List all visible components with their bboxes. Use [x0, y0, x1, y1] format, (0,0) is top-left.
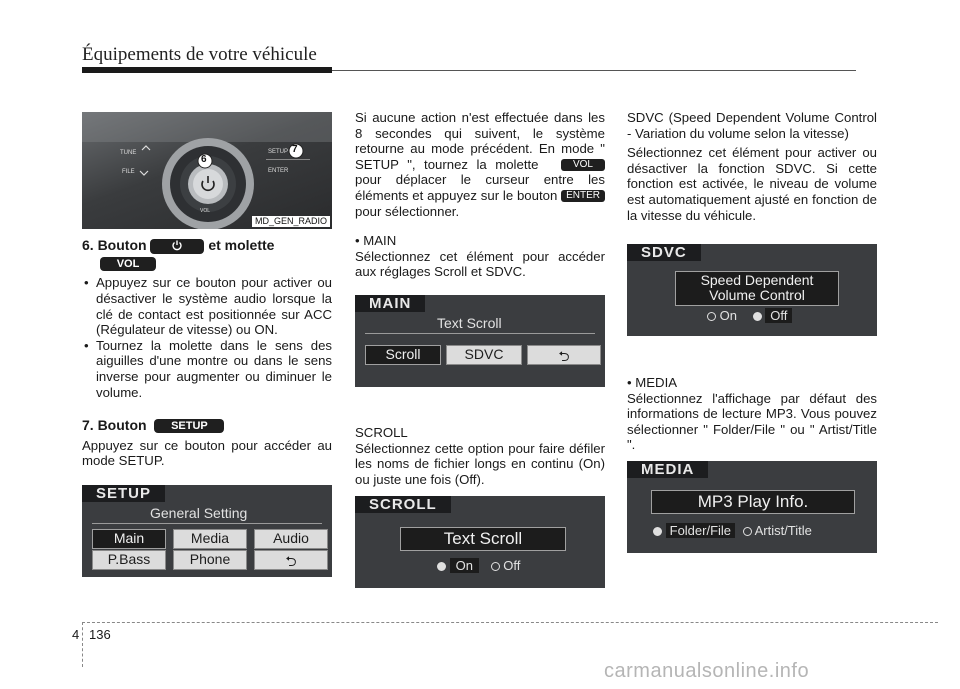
sdvc-screen-title: SDVC: [627, 244, 701, 261]
setup-btn-media: Media: [173, 529, 247, 549]
scroll-screen-title: SCROLL: [355, 496, 451, 513]
media-screen-title: MEDIA: [627, 461, 708, 478]
scroll-options: On Off: [437, 558, 520, 573]
sdvc-text: Sélectionnez cet élément pour activer ou désactiver la fonction SDVC. Si cette fonction est activée, le niveau de volume est automatiquement ajusté en fonction de la vitesse du véhicule.: [627, 145, 877, 223]
column-2: [355, 110, 605, 280]
column-3: [627, 110, 877, 223]
header-rule: [332, 70, 856, 71]
footer-rule: [82, 622, 938, 623]
media-section: [627, 375, 877, 453]
enter-badge-inline: ENTER: [561, 190, 605, 202]
radio-off-icon: [753, 312, 762, 321]
main-btn-sdvc: SDVC: [446, 345, 522, 365]
main-screen: [355, 295, 605, 387]
sdvc-options: On Off: [707, 308, 792, 323]
watermark: carmanualsonline.info: [604, 660, 810, 682]
setup-btn-phone: Phone: [173, 550, 247, 570]
scroll-text: Sélectionnez cette option pour faire défiler les noms de fichier longs en continu (On) ou juste une fois (Off).: [355, 440, 605, 487]
radio-photo: [82, 112, 332, 229]
vol-badge-inline: VOL: [561, 159, 605, 171]
main-btn-back: ⮌: [527, 345, 601, 365]
column-1: [82, 238, 332, 469]
radio-off-icon: [491, 562, 500, 571]
main-text: Sélectionnez cet élément pour accéder aux réglages Scroll et SDVC.: [355, 248, 605, 280]
list-item: • Tournez la molette dans le sens des aiguilles d'une montre ou dans le sens inverse pour augmenter ou diminuer le volume.: [82, 338, 332, 400]
setup-screen-subtitle: General Setting: [150, 505, 248, 521]
section-7-text: Appuyez sur ce bouton pour accéder au mode SETUP.: [82, 437, 332, 469]
scroll-screen-box: Text Scroll: [400, 527, 566, 551]
sdvc-screen-box: Speed Dependent Volume Control: [675, 271, 839, 306]
media-screen-box: MP3 Play Info.: [651, 490, 855, 514]
sdvc-heading: SDVC (Speed Dependent Volume Control - Variation du volume selon la vitesse): [627, 110, 877, 141]
label-file: FILE: [122, 169, 135, 175]
setup-btn-back: ⮌: [254, 550, 328, 570]
media-options: Folder/File Artist/Title: [653, 523, 812, 538]
setup-screen-title: SETUP: [82, 485, 165, 502]
main-heading: • MAIN: [355, 233, 397, 249]
intro-paragraph: Si aucune action n'est effectuée dans les 8 secondes qui suivent, le système retourne au mode précédent. En mode " SETUP ", tournez la molette VOL pour déplacer le curseur entre les éléments et appuyez sur le bouton ENTER pour sélectionner.: [355, 110, 605, 219]
main-screen-subtitle: Text Scroll: [437, 315, 502, 331]
callout-7: 7: [292, 144, 298, 155]
chapter-number: 4: [72, 627, 80, 642]
media-heading: • MEDIA: [627, 375, 678, 390]
setup-btn-pbass: P.Bass: [92, 550, 166, 570]
setup-btn-audio: Audio: [254, 529, 328, 549]
setup-badge: SETUP: [154, 419, 224, 433]
radio-on-icon: [437, 562, 446, 571]
radio-folder-icon: [653, 527, 662, 536]
sdvc-screen: [627, 244, 877, 336]
main-screen-title: MAIN: [355, 295, 425, 312]
label-vol: VOL: [200, 208, 211, 214]
header-bar: [82, 67, 332, 73]
footer-divider: [82, 622, 83, 667]
vol-badge: VOL: [100, 257, 156, 271]
section-7-heading: 7. Bouton SETUP: [82, 418, 332, 434]
page-header-title: Équipements de votre véhicule: [82, 44, 317, 65]
scroll-heading: SCROLL: [355, 425, 408, 440]
section-6-heading: 6. Bouton et molette: [82, 237, 275, 253]
photo-caption: MD_GEN_RADIO: [252, 216, 330, 227]
media-screen: [627, 461, 877, 553]
callout-6: 6: [201, 154, 207, 165]
main-btn-scroll: Scroll: [365, 345, 441, 365]
setup-btn-main: Main: [92, 529, 166, 549]
radio-on-icon: [707, 312, 716, 321]
list-item: • Appuyez sur ce bouton pour activer ou désactiver le système audio lorsque la clé de contact est positionnée sur ACC (Régulateur de vitesse) ou ON.: [82, 275, 332, 337]
power-icon: [150, 239, 204, 254]
radio-artist-icon: [743, 527, 752, 536]
label-setup: SETUP: [268, 149, 289, 155]
media-text: Sélectionnez l'affichage par défaut des informations de lecture MP3. Vous pouvez sélectionner " Folder/File " ou " Artist/Title ".: [627, 390, 877, 453]
label-enter: ENTER: [268, 168, 289, 174]
setup-screen: [82, 485, 332, 577]
label-tune: TUNE: [120, 150, 137, 156]
page-number: 136: [89, 627, 111, 642]
section-6-bullets: [82, 275, 332, 400]
scroll-screen: [355, 496, 605, 588]
scroll-section: [355, 425, 605, 487]
